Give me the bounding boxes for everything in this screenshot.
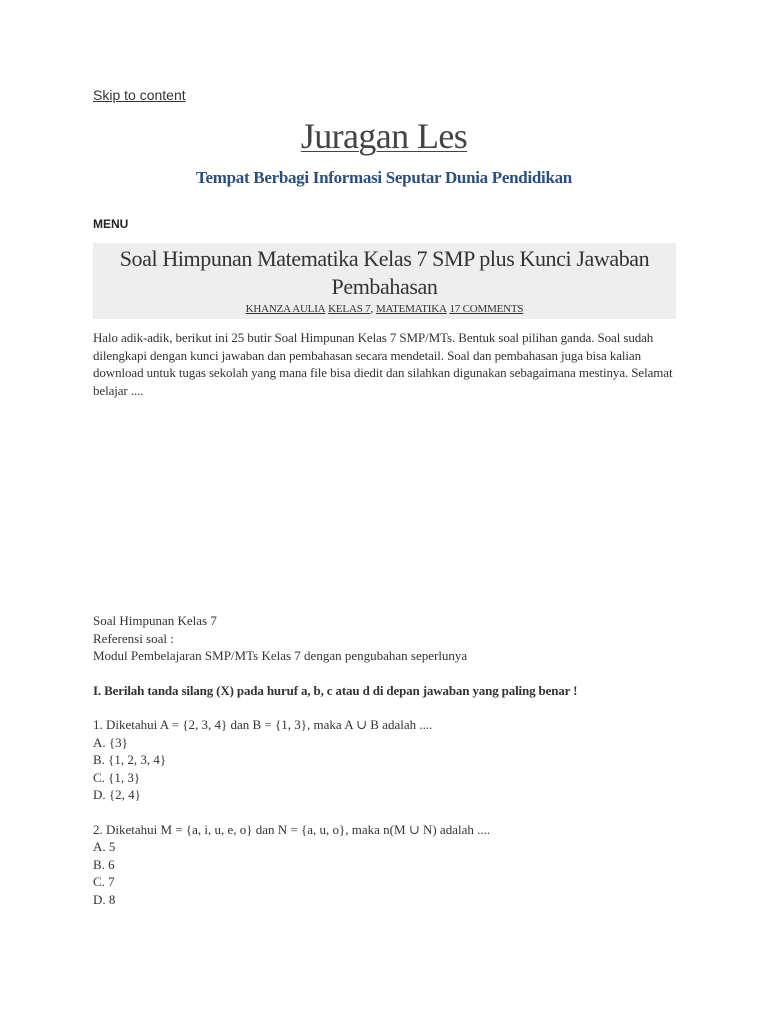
question-1-option-b: B. {1, 2, 3, 4} <box>93 752 167 767</box>
intro-line: silahkan digunakan sebagaimana mestinya. Selamat belajar .... <box>93 365 673 398</box>
question-1-option-c: C. {1, 3} <box>93 769 141 785</box>
site-title-link[interactable]: Juragan Les <box>300 116 468 156</box>
site-tagline: Tempat Berbagi Informasi Seputar Dunia Pendidikan <box>196 168 572 187</box>
category-link-matematika[interactable]: MATEMATIKA <box>375 303 447 315</box>
post-header <box>93 243 676 319</box>
post-content <box>93 612 683 908</box>
content-heading: Soal Himpunan Kelas 7 <box>93 613 217 628</box>
menu-toggle-button[interactable]: MENU <box>93 217 129 231</box>
question-1-option-a: A. {3} <box>93 734 128 750</box>
post-title: Soal Himpunan Matematika Kelas 7 SMP plus Kunci Jawaban Pembahasan <box>119 246 650 299</box>
post-intro <box>93 329 676 399</box>
question-1: 1. Diketahui A = {2, 3, 4} dan B = {1, 3}, maka A ∪ B adalah .... <box>93 717 433 732</box>
intro-line: ganda. Soal sudah dilengkapi dengan kunci jawaban dan pembahasan secara mendetail. Soal dan <box>93 330 654 363</box>
intro-line: Halo adik-adik, berikut ini 25 butir Soal Himpunan Kelas 7 SMP/MTs. Bentuk soal pilihan <box>93 330 558 345</box>
category-link-kelas-7[interactable]: KELAS 7 <box>328 303 371 315</box>
question-2: 2. Diketahui M = {a, i, u, e, o} dan N = {a, u, o}, maka n(M ∪ N) adalah .... <box>93 821 491 837</box>
intro-line: pembahasan juga bisa kalian download untuk tugas sekolah yang mana file bisa diedit dan <box>93 347 641 380</box>
question-2-option-b: B. 6 <box>93 856 115 872</box>
question-2-option-c: C. 7 <box>93 874 115 889</box>
question-2-option-a: A. 5 <box>93 839 116 854</box>
instruction-text: I. Berilah tanda silang (X) pada huruf a, b, c atau d di depan jawaban yang paling benar ! <box>93 682 578 698</box>
reference-source: Modul Pembelajaran SMP/MTs Kelas 7 dengan pengubahan seperlunya <box>93 648 468 663</box>
post-author-link[interactable]: KHANZA AULIA <box>245 303 326 315</box>
reference-label: Referensi soal : <box>93 630 174 646</box>
question-2-option-d: D. 8 <box>93 891 116 907</box>
category-separator: , <box>370 303 374 315</box>
post-meta <box>93 302 676 316</box>
comments-link[interactable]: 17 COMMENTS <box>449 303 524 315</box>
question-1-option-d: D. {2, 4} <box>93 787 141 802</box>
skip-to-content-link[interactable]: Skip to content <box>93 87 186 103</box>
